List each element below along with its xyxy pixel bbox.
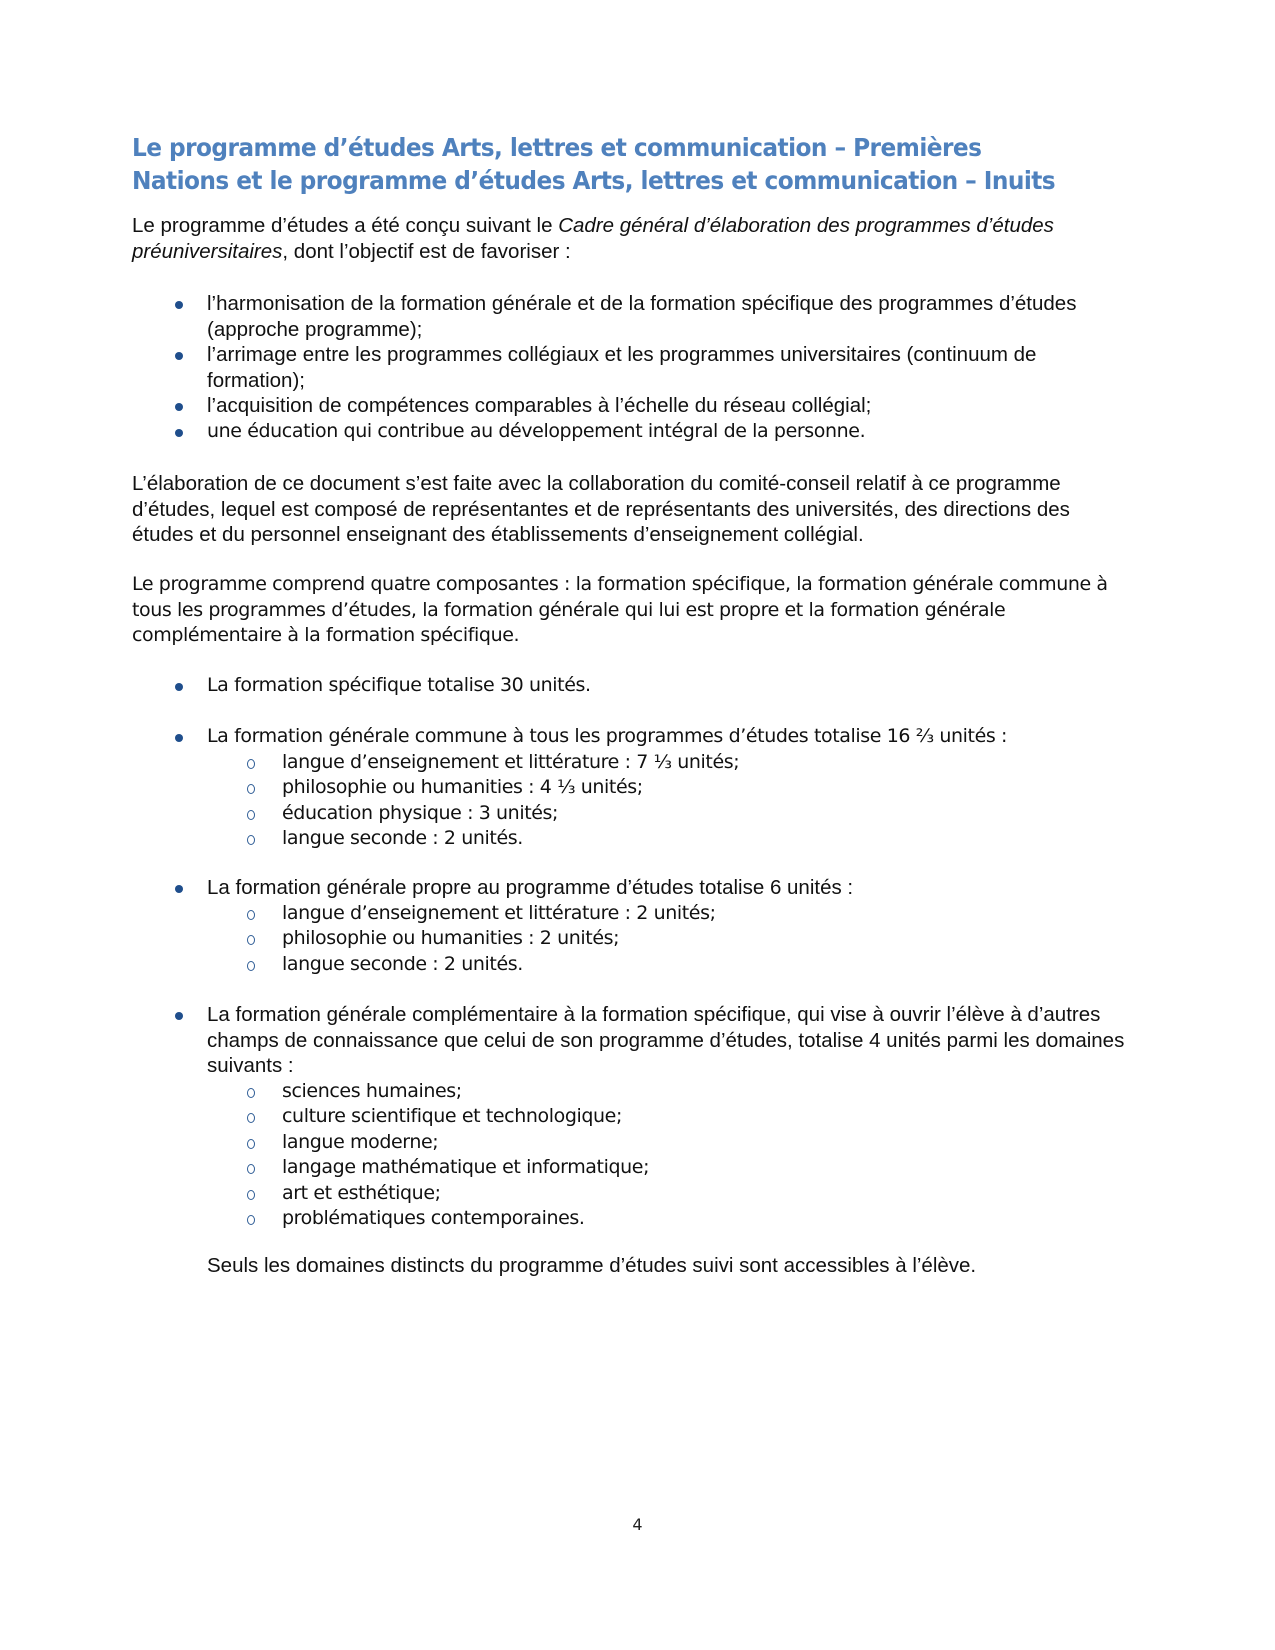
page-number: 4 <box>632 1515 643 1534</box>
sub-list-item: philosophie ou humanities : 2 unités; <box>207 926 1132 952</box>
hollow-bullet-icon <box>247 1113 255 1123</box>
bullet-icon <box>175 1012 183 1020</box>
intro-text: Le programme d’études a été conçu suivant le <box>132 214 559 237</box>
sub-list <box>207 901 1132 978</box>
bullet-icon <box>175 734 183 742</box>
sub-list-item: problématiques contemporaines. <box>207 1206 1132 1232</box>
bullet-icon <box>175 885 183 893</box>
hollow-bullet-icon <box>247 935 255 945</box>
list-item: La formation générale commune à tous les programmes d’études totalise 16 ⅔ unités : langue d’enseignement et littérature : 7 ⅓ unités; philosophie ou humanities : 4 ⅓ unités; éducation physique : 3 unités; langue seconde : 2 unités. <box>132 724 1132 852</box>
intro-paragraph <box>132 213 1132 264</box>
bullet-icon <box>175 429 183 437</box>
list-item: l’acquisition de compétences comparables à l’échelle du réseau collégial; <box>132 393 1132 419</box>
list-item: La formation générale complémentaire à la formation spécifique, qui vise à ouvrir l’élève à d’autres champs de connaissance que celui de son programme d’études, totalise 4 unités parmi les domaines suivants : sciences humaines; culture scientifique et technologique; langue moderne; langage mathématique et informatique; art et esthétique; problématiques contemporaines. <box>132 1002 1132 1232</box>
list-item: l’harmonisation de la formation générale et de la formation spécifique des programmes d’études (approche programme); <box>132 291 1132 342</box>
sub-list <box>207 750 1132 852</box>
hollow-bullet-icon <box>247 961 255 971</box>
bullet-icon <box>175 352 183 360</box>
hollow-bullet-icon <box>247 1190 255 1200</box>
component-list-complementary <box>132 1002 1132 1232</box>
list-item: La formation spécifique totalise 30 unités. <box>132 673 1132 699</box>
sub-list-item: art et esthétique; <box>207 1181 1132 1207</box>
hollow-bullet-icon <box>247 910 255 920</box>
sub-list-item: langage mathématique et informatique; <box>207 1155 1132 1181</box>
bullet-icon <box>175 683 183 691</box>
intro-italic-reference: Cadre général d’élaboration des programmes d’études préuniversitaires <box>132 214 1054 263</box>
sub-list-item: éducation physique : 3 unités; <box>207 801 1132 827</box>
sub-list-item: philosophie ou humanities : 4 ⅓ unités; <box>207 775 1132 801</box>
hollow-bullet-icon <box>247 1139 255 1149</box>
sub-list-item: langue seconde : 2 unités. <box>207 952 1132 978</box>
components-paragraph: Le programme comprend quatre composantes : la formation spécifique, la formation générale commune à tous les programmes d’études, la formation générale qui lui est propre et la formation générale complémentaire à la formation spécifique. <box>132 573 1108 646</box>
sub-list-item: langue moderne; <box>207 1130 1132 1156</box>
hollow-bullet-icon <box>247 810 255 820</box>
sub-list-item: culture scientifique et technologique; <box>207 1104 1132 1130</box>
bullet-icon <box>175 403 183 411</box>
bullet-icon <box>175 301 183 309</box>
sub-list <box>207 1079 1132 1232</box>
hollow-bullet-icon <box>247 759 255 769</box>
component-list-specific <box>132 673 1132 699</box>
hollow-bullet-icon <box>247 1164 255 1174</box>
list-item: une éducation qui contribue au développement intégral de la personne. <box>132 419 1132 445</box>
sub-list-item: langue d’enseignement et littérature : 2 unités; <box>207 901 1132 927</box>
sub-list-item: langue d’enseignement et littérature : 7 ⅓ unités; <box>207 750 1132 776</box>
collaboration-paragraph: L’élaboration de ce document s’est faite avec la collaboration du comité-conseil relatif à ce programme d’études, lequel est composé de représentantes et de représentants des universités, des directions des études et du personnel enseignant des établissements d’enseignement collégial. <box>132 472 1070 546</box>
hollow-bullet-icon <box>247 1088 255 1098</box>
objectives-list <box>132 291 1132 444</box>
hollow-bullet-icon <box>247 835 255 845</box>
sub-list-item: langue seconde : 2 unités. <box>207 826 1132 852</box>
component-list-common <box>132 724 1132 852</box>
list-item: l’arrimage entre les programmes collégiaux et les programmes universitaires (continuum de formation); <box>132 342 1132 393</box>
closing-note: Seuls les domaines distincts du programme d’études suivi sont accessibles à l’élève. <box>207 1254 977 1277</box>
sub-list-item: sciences humaines; <box>207 1079 1132 1105</box>
list-item: La formation générale propre au programme d’études totalise 6 unités : langue d’enseignement et littérature : 2 unités; philosophie ou humanities : 2 unités; langue seconde : 2 unités. <box>132 875 1132 977</box>
component-list-own <box>132 875 1132 977</box>
hollow-bullet-icon <box>247 1215 255 1225</box>
hollow-bullet-icon <box>247 784 255 794</box>
intro-text-end: , dont l’objectif est de favoriser : <box>282 239 571 263</box>
page-title: Le programme d’études Arts, lettres et communication – Premières Nations et le programme d’études Arts, lettres et communication – Inuits <box>132 133 1056 195</box>
